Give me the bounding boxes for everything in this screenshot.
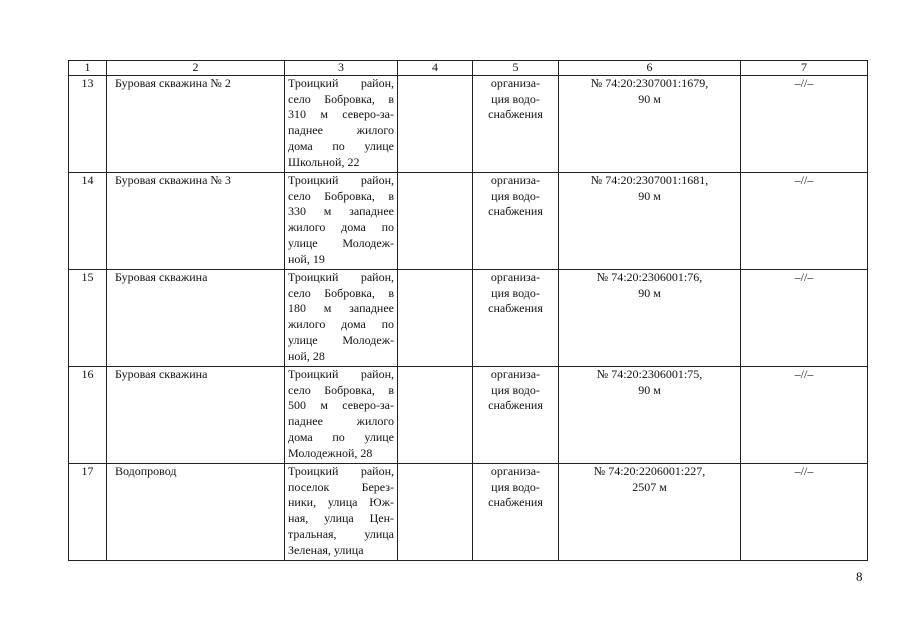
cell-cadastre <box>559 464 741 561</box>
owner-line: ция водо- <box>491 91 540 106</box>
cadastre-line: № 74:20:2306001:75, <box>596 367 703 381</box>
header-col-2: 2 <box>107 61 285 76</box>
header-col-3: 3 <box>285 61 398 76</box>
owner-line: ция водо- <box>491 382 540 397</box>
address-line: Троицкий район, <box>288 173 394 187</box>
cell-note: –//– <box>741 367 868 464</box>
cell-col4 <box>398 173 473 270</box>
cadastre-line: № 74:20:2306001:76, <box>596 270 703 284</box>
address-line: улице Молодеж- <box>288 235 394 250</box>
cell-object-name: Буровая скважина <box>107 367 285 464</box>
cadastre-line: 90 м <box>638 91 661 106</box>
cadastre-line: 90 м <box>638 188 661 203</box>
cell-number: 15 <box>69 270 107 367</box>
registry-table <box>68 60 868 561</box>
address-line: село Бобровка, в <box>288 188 394 203</box>
cell-object-name: Буровая скважина <box>107 270 285 367</box>
address-line: село Бобровка, в <box>288 382 394 397</box>
header-col-4: 4 <box>398 61 473 76</box>
cell-cadastre <box>559 76 741 173</box>
address-line: Зеленая, улица <box>288 542 364 557</box>
cell-number: 17 <box>69 464 107 561</box>
owner-line: снабжения <box>488 107 543 122</box>
cell-number: 13 <box>69 76 107 173</box>
cell-note: –//– <box>741 76 868 173</box>
owner-line: организа- <box>490 464 541 478</box>
address-line: паднее жилого <box>288 414 394 429</box>
cell-address <box>285 76 398 173</box>
address-line: тральная, улица <box>288 526 394 541</box>
cell-owner <box>473 464 559 561</box>
cell-col4 <box>398 367 473 464</box>
cadastre-line: 90 м <box>638 285 661 300</box>
cell-cadastre <box>559 367 741 464</box>
address-line: село Бобровка, в <box>288 91 394 106</box>
header-col-6: 6 <box>559 61 741 76</box>
page-number: 8 <box>856 569 863 584</box>
owner-line: организа- <box>490 173 541 187</box>
address-line: ники, улица Юж- <box>288 495 394 510</box>
address-line: Троицкий район, <box>288 76 394 90</box>
owner-line: организа- <box>490 76 541 90</box>
cell-owner <box>473 367 559 464</box>
address-line: жилого дома по <box>288 220 394 235</box>
cell-object-name: Водопровод <box>107 464 285 561</box>
owner-line: снабжения <box>488 204 543 219</box>
address-line: Троицкий район, <box>288 270 394 284</box>
table-row <box>69 270 868 367</box>
table-row <box>69 173 868 270</box>
table-body <box>69 76 868 561</box>
cell-col4 <box>398 464 473 561</box>
owner-line: снабжения <box>488 495 543 510</box>
address-line: ная, улица Цен- <box>288 511 394 526</box>
cell-object-name: Буровая скважина № 2 <box>107 76 285 173</box>
cell-owner <box>473 270 559 367</box>
cell-number: 14 <box>69 173 107 270</box>
cell-address <box>285 270 398 367</box>
address-line: село Бобровка, в <box>288 285 394 300</box>
cell-address <box>285 367 398 464</box>
cell-owner <box>473 76 559 173</box>
address-line: ной, 28 <box>288 348 325 363</box>
owner-line: снабжения <box>488 301 543 316</box>
cell-cadastre <box>559 270 741 367</box>
address-line: Троицкий район, <box>288 464 394 478</box>
owner-line: организа- <box>490 270 541 284</box>
address-line: 180 м западнее <box>288 301 394 316</box>
address-line: улице Молодеж- <box>288 332 394 347</box>
address-line: Молодежной, 28 <box>288 445 373 460</box>
address-line: Троицкий район, <box>288 367 394 381</box>
header-col-5: 5 <box>473 61 559 76</box>
header-col-7: 7 <box>741 61 868 76</box>
table-row <box>69 367 868 464</box>
owner-line: ция водо- <box>491 188 540 203</box>
owner-line: снабжения <box>488 398 543 413</box>
address-line: дома по улице <box>288 429 394 444</box>
address-line: дома по улице <box>288 138 394 153</box>
address-line: 310 м северо-за- <box>288 107 394 122</box>
address-line: 330 м западнее <box>288 204 394 219</box>
address-line: Школьной, 22 <box>288 154 360 169</box>
table-row <box>69 464 868 561</box>
cadastre-line: № 74:20:2307001:1681, <box>590 173 709 187</box>
cell-cadastre <box>559 173 741 270</box>
cadastre-line: № 74:20:2307001:1679, <box>590 76 709 90</box>
cadastre-line: № 74:20:2206001:227, <box>593 464 706 478</box>
address-line: ной, 19 <box>288 251 325 266</box>
cell-address <box>285 464 398 561</box>
owner-line: ция водо- <box>491 285 540 300</box>
cell-note: –//– <box>741 464 868 561</box>
header-row <box>69 61 868 76</box>
cell-address <box>285 173 398 270</box>
address-line: жилого дома по <box>288 317 394 332</box>
table-row <box>69 76 868 173</box>
cell-note: –//– <box>741 173 868 270</box>
cell-col4 <box>398 76 473 173</box>
cell-note: –//– <box>741 270 868 367</box>
cadastre-line: 90 м <box>638 382 661 397</box>
cell-number: 16 <box>69 367 107 464</box>
address-line: поселок Берез- <box>288 479 394 494</box>
address-line: паднее жилого <box>288 123 394 138</box>
cadastre-line: 2507 м <box>632 479 667 494</box>
cell-col4 <box>398 270 473 367</box>
address-line: 500 м северо-за- <box>288 398 394 413</box>
header-col-1: 1 <box>69 61 107 76</box>
owner-line: организа- <box>490 367 541 381</box>
cell-object-name: Буровая скважина № 3 <box>107 173 285 270</box>
owner-line: ция водо- <box>491 479 540 494</box>
cell-owner <box>473 173 559 270</box>
